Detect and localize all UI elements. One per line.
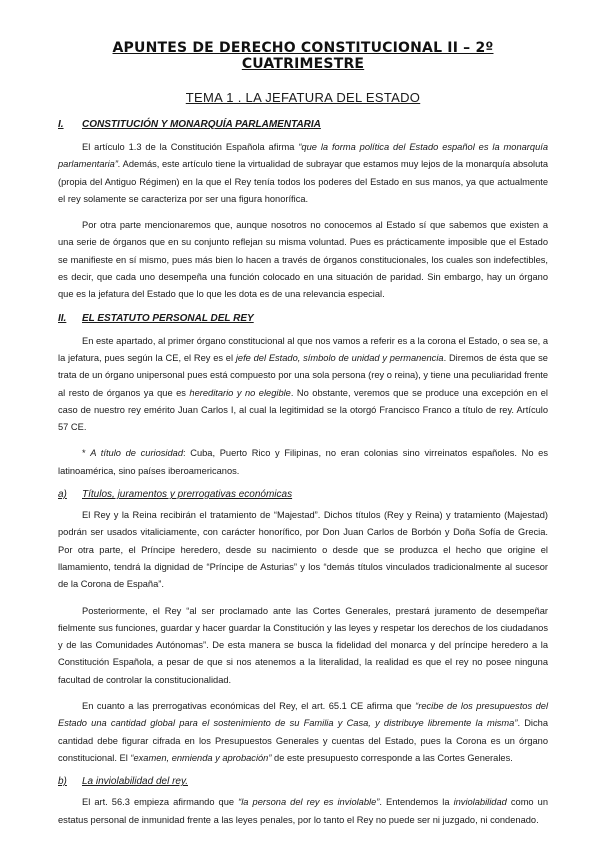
text-run: de este presupuesto corresponde a las Cortes Generales. <box>271 752 513 763</box>
section-1-title: CONSTITUCIÓN Y MONARQUÍA PARLAMENTARIA <box>82 119 321 130</box>
curiosity-note <box>58 445 548 480</box>
section-1-paragraph-1 <box>58 139 548 208</box>
subsection-a-title: Títulos, juramentos y prerrogativas económicas <box>82 489 293 501</box>
text-run: como un estatus personal de inmunidad frente a las leyes penales, por lo tanto el Rey no puede ser ni juzgado, ni condenado. <box>58 797 549 825</box>
section-1-paragraph-2: Por otra parte mencionaremos que, aunque nosotros no conocemos al Estado sí que sabemos que existen a una serie de órganos que en su conjunto reflejan su misma voluntad. Pues es prácticamente imposible que el Estado se manifieste en sí mismo, pues más bien lo hacen a través de órganos constitucionales, los cuales son indefectibles, es decir, que cada uno desempeña una función colocado en una situación de paridad. Sin embargo, hay un órgano que es la jefatura del Estado que lo que les dota es de una relevancia especial. <box>58 220 548 300</box>
subsection-a-paragraph-3 <box>58 698 548 767</box>
text-run: El artículo 1.3 de la Constitución Española afirma <box>82 142 299 152</box>
section-2-number: II. <box>58 312 67 324</box>
text-run: . Entendemos la <box>379 797 454 808</box>
subsection-a-heading <box>58 489 548 500</box>
quote-run: “que la forma política del Estado español es la monarquía parlamentaria”. <box>58 142 548 170</box>
text-run: En este apartado, al primer órgano constitucional al que nos vamos a referir es a la corona el Estado, o sea se, a la jefatura, pues según la CE, el Rey es el <box>58 335 548 363</box>
emphasis-run: “la persona del rey es inviolable” <box>238 797 380 808</box>
document-title: APUNTES DE DERECHO CONSTITUCIONAL II – 2º CUATRIMESTRE <box>112 40 494 72</box>
text-run: . Dicha cantidad debe figurar cifrada en los Presupuestos Generales y cuentas del Estado, pues la Corona es un órgano constitucional. El <box>58 718 548 763</box>
section-2-heading <box>58 313 548 324</box>
text-run: . No obstante, veremos que se produce una excepción en el caso de nuestro rey emérito Juan Carlos I, al cual la legitimidad se la otorgó Francisco Franco a título de rey. Artículo 57 CE. <box>58 387 548 433</box>
emphasis-run: “recibe de los presupuestos del Estado una cantidad global para el sostenimiento de su Familia y Casa, y distribuye libremente la misma” <box>58 701 549 729</box>
emphasis-run: “examen, enmienda y aprobación” <box>130 752 272 763</box>
subsection-a-paragraph-2: Posteriormente, el Rey “al ser proclamado ante las Cortes Generales, prestará juramento de desempeñar fielmente sus funciones, guardar y hacer guardar la Constitución y las leyes y respetar los derechos de los ciudadanos y de las Comunidades Autónomas”. De esta manera se busca la fidelidad del monarca y del príncipe heredero a la Constitución Española, a pesar de que si nos atenemos a la literalidad, la realidad es que el rey no posee ninguna facultad de controlar la constitucionalidad. <box>58 605 548 685</box>
text-run: Además, este artículo tiene la virtualidad de subrayar que estamos muy lejos de la monarquía absoluta (propia del Antiguo Régimen) en la que el Rey tenía todos los poderes del Estado en sus manos, ya que actualmente el rey solamente se caracteriza por ser una figura honorífica. <box>58 159 548 204</box>
subsection-b-paragraph-1 <box>58 794 548 829</box>
section-2-title: EL ESTATUTO PERSONAL DEL REY <box>82 312 254 324</box>
emphasis-run: inviolabilidad <box>453 797 507 808</box>
subsection-b-heading <box>58 776 548 787</box>
text-run: . Diremos de ésta que se trata de un órgano unipersonal pues está compuesto por una sola persona (rey o reina), y tiene una peculiaridad frente al resto de órganos ya que es <box>58 352 548 398</box>
section-2-paragraph-1 <box>58 333 548 437</box>
subsection-b-number: b) <box>58 776 67 788</box>
emphasis-run: jefe del Estado, símbolo de unidad y permanencia <box>235 352 444 363</box>
section-1-heading <box>58 119 548 130</box>
subsection-a-paragraph-1: El Rey y la Reina recibirán el tratamiento de “Majestad”. Dichos títulos (Rey y Reina) y tratamiento (Majestad) podrán ser usados vitaliciamente, con carácter honorífico, por Don Juan Carlos de Borbón y Doña Sofía de Grecia. Por otra parte, el Príncipe heredero, desde su nacimiento o desde que se produzca el hecho que origine el llamamiento, tendrá la dignidad de “Príncipe de Asturias” y los “demás títulos vinculados tradicionalmente al sucesor de la Corona de España”. <box>58 510 548 590</box>
subsection-a-number: a) <box>58 489 67 501</box>
section-1-number: I. <box>58 119 64 130</box>
emphasis-run: hereditario y no elegible <box>189 387 291 398</box>
text-run: El art. 56.3 empieza afirmando que <box>82 797 239 808</box>
text-run: En cuanto a las prerrogativas económicas del Rey, el art. 65.1 CE afirma que <box>82 701 416 712</box>
subsection-b-title: La inviolabilidad del rey. <box>82 776 188 788</box>
tema-title: TEMA 1 . LA JEFATURA DEL ESTADO <box>185 90 421 105</box>
text-run: * <box>82 448 91 459</box>
text-run: : Cuba, Puerto Rico y Filipinas, no eran colonias sino virreinatos españoles. No es latinoamérica, sino países iberoamericanos. <box>58 448 548 476</box>
emphasis-run: A título de curiosidad <box>90 448 183 459</box>
